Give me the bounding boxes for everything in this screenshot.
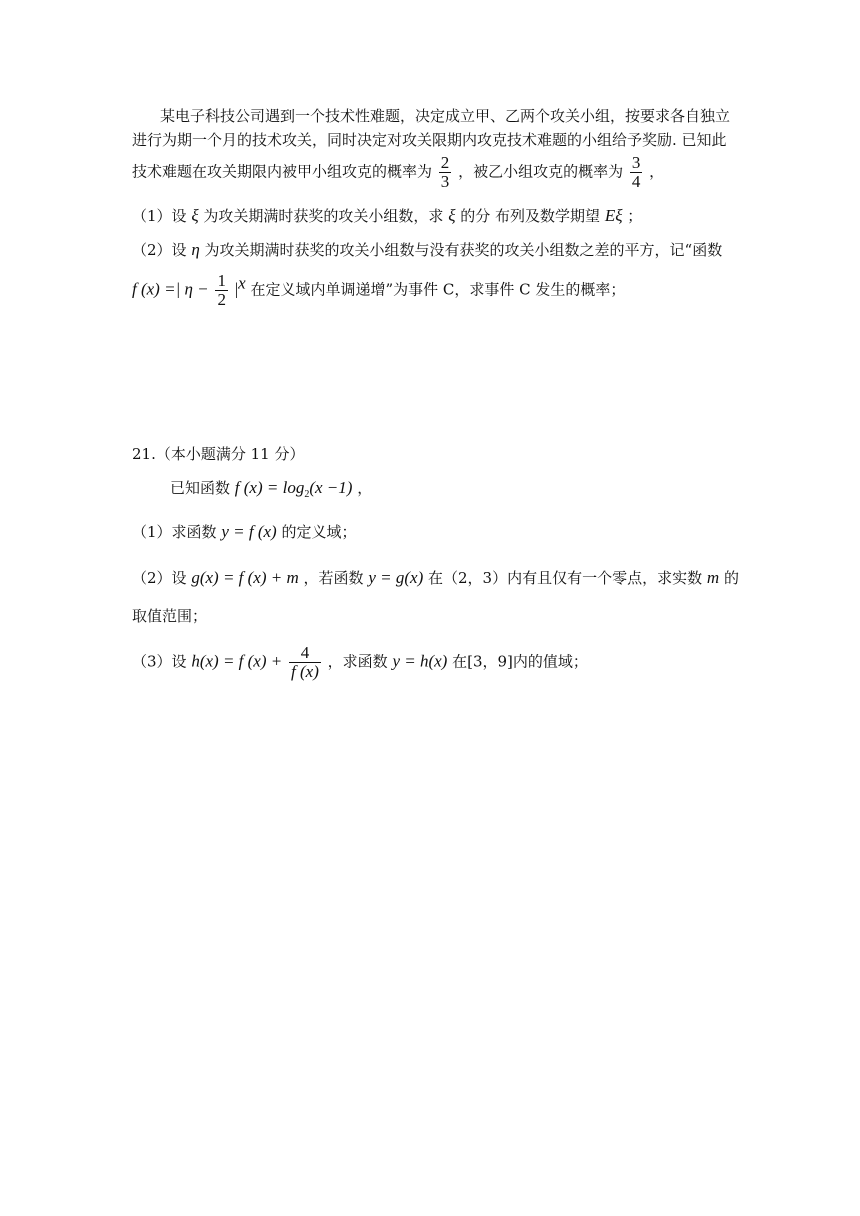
q2-mid: 为攻关期满时获奖的攻关小组数与没有获奖的攻关小组数之差的平方，记“函数 xyxy=(204,241,723,259)
intro-text-1: 某电子科技公司遇到一个技术性难题，决定成立甲、乙两个攻关小组，按要求各自独立 xyxy=(160,107,731,125)
p3-fraction-denominator: f (x) xyxy=(291,662,319,681)
q2-variable: η xyxy=(191,240,200,259)
q2-half-denominator: 2 xyxy=(217,290,226,309)
given-function: f (x) = log xyxy=(234,478,305,497)
prob-a-fraction xyxy=(439,154,452,191)
q1-variable: ξ xyxy=(191,206,199,225)
q2-function: f (x) =| η − xyxy=(132,279,209,299)
q1-variable2: ξ xyxy=(448,206,456,225)
intro-text-3b: ，被乙小组攻克的概率为 xyxy=(458,162,624,181)
problem21-part2-line2 xyxy=(132,606,207,626)
problem20-question2-line2 xyxy=(132,272,625,309)
q2-abs-close: | xyxy=(234,279,239,299)
problem21-given xyxy=(170,478,372,505)
problem21-part1 xyxy=(132,522,356,542)
intro-text-3c: ， xyxy=(649,162,665,181)
q2-half-numerator: 1 xyxy=(217,271,226,290)
problem20-intro-line3 xyxy=(132,154,664,191)
given-prefix: 已知函数 xyxy=(170,479,231,497)
p2-end: 的 xyxy=(723,569,739,587)
problem21-part2 xyxy=(132,568,739,588)
intro-text-3a: 技术难题在攻关期限内被甲小组攻克的概率为 xyxy=(132,162,433,181)
p3-fraction xyxy=(289,644,321,681)
p2-line2: 取值范围； xyxy=(132,607,208,625)
q1-expectation: Eξ xyxy=(604,206,623,225)
q1-prefix: （1）设 xyxy=(132,207,187,225)
p3-expression2: y = h(x) xyxy=(392,651,448,671)
p2-expression2: y = g(x) xyxy=(368,568,424,587)
problem20-intro-line1 xyxy=(160,106,730,126)
problem21-header xyxy=(132,444,304,464)
q2-exponent: x xyxy=(238,273,246,293)
problem21-title: 21.（本小题满分 11 分） xyxy=(132,445,305,463)
p3-fraction-numerator: 4 xyxy=(289,644,321,663)
p3-mid: ，求函数 xyxy=(327,652,388,671)
p2-prefix: （2）设 xyxy=(132,569,187,587)
prob-a-numerator: 2 xyxy=(440,153,450,172)
q1-mid: 为攻关期满时获奖的攻关小组数，求 xyxy=(203,207,444,225)
q1-end: ； xyxy=(627,207,643,225)
p1-tail: 的定义域； xyxy=(281,523,357,541)
intro-text-2: 进行为期一个月的技术攻关，同时决定对攻关限期内攻克技术难题的小组给予奖励. 已知此 xyxy=(132,131,727,149)
problem20-intro-line2 xyxy=(132,130,727,150)
q2-half-fraction xyxy=(215,272,228,309)
prob-b-numerator: 3 xyxy=(631,153,641,172)
given-log-base: 2 xyxy=(304,489,310,500)
q2-tail: 在定义域内单调递增”为事件 C，求事件 C 发生的概率； xyxy=(250,280,626,299)
p2-expression1: g(x) = f (x) + m xyxy=(191,568,299,587)
q2-prefix: （2）设 xyxy=(132,241,187,259)
p1-expression: y = f (x) xyxy=(221,522,277,541)
prob-b-denominator: 4 xyxy=(631,172,641,191)
problem20-question1 xyxy=(132,206,642,226)
given-argument: (x −1) xyxy=(309,478,353,497)
p3-tail: 在[3，9]内的值域； xyxy=(452,652,588,671)
prob-a-denominator: 3 xyxy=(440,172,450,191)
p3-expression: h(x) = f (x) + xyxy=(191,651,283,671)
p1-prefix: （1）求函数 xyxy=(132,523,217,541)
p3-prefix: （3）设 xyxy=(132,652,187,671)
p2-mid: ，若函数 xyxy=(303,569,364,587)
given-end: ， xyxy=(357,479,373,497)
q1-tail: 的分 布列及数学期望 xyxy=(460,207,601,225)
p2-m: m xyxy=(706,568,720,587)
p2-tail: 在（2，3）内有且仅有一个零点，求实数 xyxy=(428,569,703,587)
problem20-question2 xyxy=(132,240,722,260)
problem21-part3 xyxy=(132,644,588,681)
prob-b-fraction xyxy=(630,154,643,191)
